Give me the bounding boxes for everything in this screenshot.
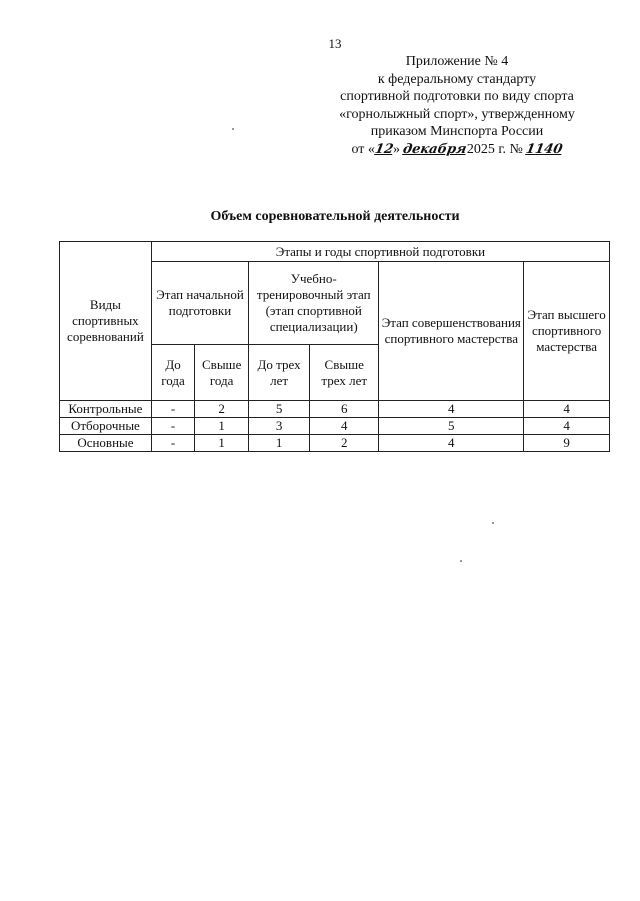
table-cell: 4: [379, 401, 524, 418]
table-row: [60, 401, 610, 418]
stage-higher-header: Этап высшего спортивного мастерства: [524, 262, 610, 401]
competition-kinds-header: Виды спортивных соревнований: [60, 242, 152, 401]
appendix-line-3: спортивной подготовки по виду спорта: [340, 89, 574, 104]
handwritten-day: 12: [373, 141, 395, 157]
date-mid: »: [392, 141, 404, 157]
sub-header-over-three-years: Свыше трех лет: [310, 345, 379, 401]
table-cell: 4: [524, 418, 610, 435]
appendix-line-4: «горнолыжный спорт», утвержденному: [339, 106, 575, 122]
handwritten-order-number: 1140: [525, 141, 564, 157]
stage-initial-header: Этап начальной подготовки: [151, 262, 248, 345]
row-label: Основные: [60, 435, 152, 452]
sub-header-over-year: Свыше года: [195, 345, 249, 401]
table-cell: -: [151, 418, 194, 435]
table-cell: -: [151, 401, 194, 418]
competition-volume-table: [59, 241, 610, 452]
table-cell: 2: [310, 435, 379, 452]
stages-group-header: Этапы и годы спортивной подготовки: [151, 242, 609, 262]
date-prefix: от «: [351, 141, 375, 157]
table-cell: 9: [524, 435, 610, 452]
table-cell: 4: [524, 401, 610, 418]
appendix-line-1: Приложение № 4: [405, 54, 509, 69]
scan-speck: [460, 560, 462, 562]
table-cell: -: [151, 435, 194, 452]
table-cell: 1: [195, 418, 249, 435]
table-cell: 4: [310, 418, 379, 435]
order-date-line: [300, 141, 614, 159]
table-cell: 6: [310, 401, 379, 418]
table-row: [60, 435, 610, 452]
handwritten-month: декабря: [402, 141, 469, 157]
table-cell: 1: [195, 435, 249, 452]
appendix-line-5: приказом Минспорта России: [370, 124, 544, 139]
sub-header-up-to-year: До года: [151, 345, 194, 401]
row-label: Контрольные: [60, 401, 152, 418]
appendix-line-2: к федеральному стандарту: [377, 71, 537, 87]
appendix-header: [300, 53, 614, 158]
row-label: Отборочные: [60, 418, 152, 435]
date-year: 2025 г. №: [466, 141, 527, 157]
stage-improvement-header: Этап совершенствования спортивного мастерства: [379, 262, 524, 401]
table-cell: 5: [379, 418, 524, 435]
table-cell: 1: [249, 435, 310, 452]
table-cell: 2: [195, 401, 249, 418]
scan-speck: [492, 522, 494, 524]
page-number: 13: [328, 36, 342, 51]
table-cell: 5: [249, 401, 310, 418]
document-title: Объем соревновательной деятельности: [210, 209, 460, 224]
stage-training-header: Учебно-тренировочный этап (этап спортивной специализации): [249, 262, 379, 345]
table-cell: 3: [249, 418, 310, 435]
sub-header-up-to-three-years: До трех лет: [249, 345, 310, 401]
table-row: [60, 418, 610, 435]
scan-speck: [232, 128, 234, 130]
table-cell: 4: [379, 435, 524, 452]
